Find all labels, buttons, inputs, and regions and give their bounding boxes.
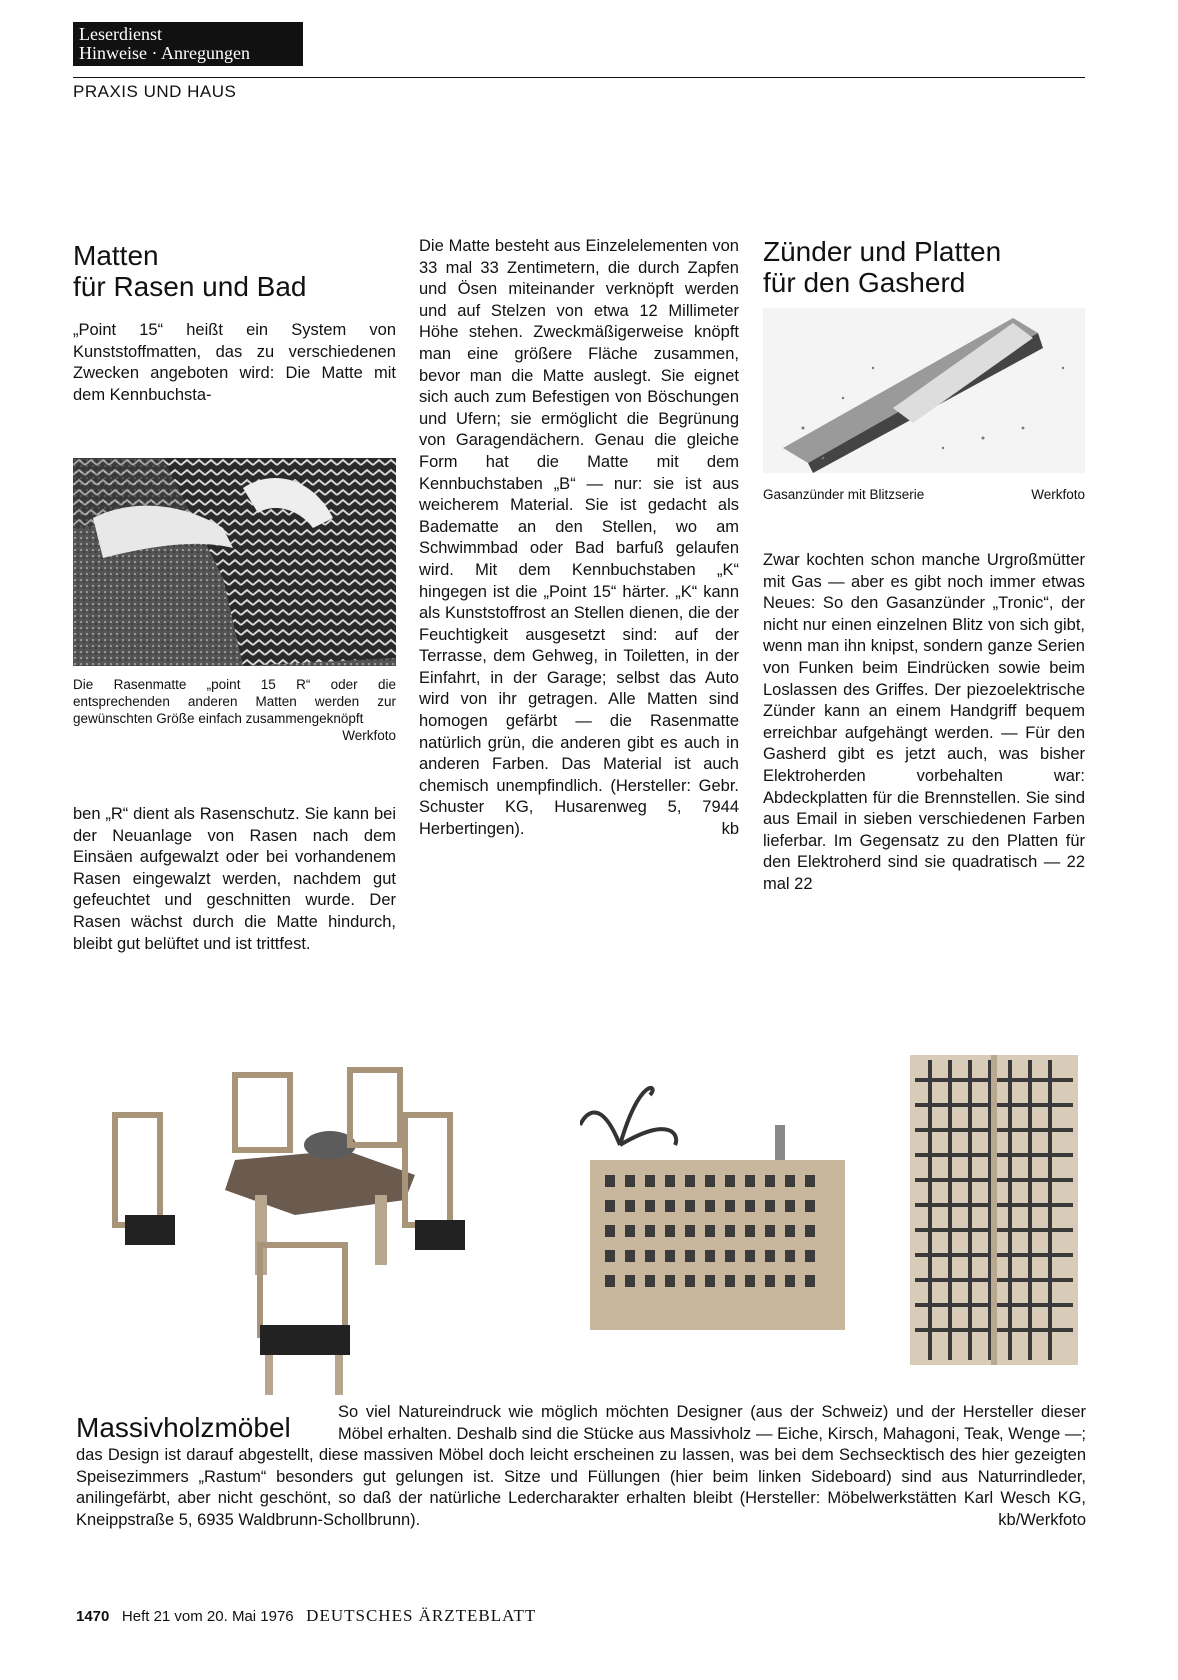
section-title: PRAXIS UND HAUS: [73, 82, 237, 101]
article3-credit: kb/Werkfoto: [998, 1510, 1086, 1529]
header-badge: [73, 22, 303, 66]
page-number: 1470: [76, 1608, 110, 1625]
cabinet-image: [905, 1050, 1083, 1370]
mat-caption-text: Die Rasenmatte „point 15 R“ oder die entsprechenden anderen Matten werden zur gewünschten Größe einfach zusammengeknöpft: [73, 677, 396, 726]
gas-caption: [763, 486, 1085, 503]
article2-title-line2: für den Gasherd: [763, 267, 966, 298]
gas-caption-credit: Werkfoto: [1031, 487, 1085, 502]
article3-body: So viel Natureindruck wie möglich möchten Designer (aus der Schweiz) und der Hersteller dieser Möbel erhalten. Deshalb sind die Stücke aus Massivholz — Eiche, Kirsch, Mahagoni, Teak, Wenge —; das Design ist darauf abgestellt, diese massiven Möbel doch leicht erscheinen zu lassen, was bei dem Sechsecktisch des hier gezeigten Speisezimmers „Rastum“ besonders gut gelungen ist. Sitze und Füllungen (hier beim linken Sideboard) sind aus Naturrindleder, anilingefärbt, aber nicht geschönt, so daß der natürliche Ledercharakter erhalten bleibt (Hersteller: Möbelwerkstätten Karl Wesch KG, Kneippstraße 5, 6935 Waldbrunn-Schollbrunn).: [76, 1403, 1086, 1529]
article1-body-col1: ben „R“ dient als Rasenschutz. Sie kann bei der Neuanlage von Rasen nach dem Einsäen aufgewalzt oder bei vorhandenem Rasen eingewalzt werden, nachdem gut gefeuchtet und geschnitten wurde. Der Rasen wächst durch die Matte hindurch, bleibt gut belüftet und ist trittfest.: [73, 805, 396, 953]
article2-body: Zwar kochten schon manche Urgroßmütter mit Gas — aber es gibt noch immer etwas Neues: So den Gasanzünder „Tronic“, der nicht nur einen einzelnen Blitz von sich gibt, wenn man ihn knipst, sondern ganze Serien von Funken beim Eindrücken sowie beim Loslassen des Griffes. Der piezoelektrische Zünder kann an einem Handgriff bequem erreichbar aufgehängt werden. — Für den Gasherd gibt es jetzt auch, was bisher Elektroherden vorbehalten war: Abdeckplatten für die Brennstellen. Sie sind aus Email in sieben verschiedenen Farben lieferbar. Im Gegensatz zu den Platten für den Elektroherd sind sie quadratisch — 22 mal 22: [763, 551, 1085, 893]
article3-title: Massivholzmöbel: [76, 1412, 291, 1443]
gas-lighter-photo: [763, 308, 1085, 473]
article1-author: kb: [721, 820, 739, 839]
gas-caption-text: Gasanzünder mit Blitzserie: [763, 487, 925, 502]
dining-set-image: [85, 1055, 475, 1395]
cabinet-photo: [905, 1050, 1083, 1370]
sideboard-photo: [580, 1055, 850, 1335]
dining-set-photo: [85, 1055, 475, 1395]
article2-title-line1: Zünder und Platten: [763, 236, 1002, 267]
article1-title: [73, 240, 393, 302]
article3-title-spacer: [76, 1402, 338, 1442]
badge-line-2: Hinweise · Anregungen: [79, 43, 250, 63]
mat-photo: [73, 458, 396, 666]
mat-caption: [73, 676, 396, 744]
sideboard-image: [580, 1055, 850, 1335]
page-footer: [76, 1606, 536, 1626]
issue-info: Heft 21 vom 20. Mai 1976: [121, 1608, 294, 1625]
gas-lighter-image: [763, 308, 1085, 473]
article1-title-line2: für Rasen und Bad: [73, 271, 307, 302]
mat-caption-credit: Werkfoto: [342, 728, 396, 743]
badge-line-1: Leserdienst: [79, 24, 162, 44]
article1-intro: „Point 15“ heißt ein System von Kunststoffmatten, das zu verschiedenen Zwecken angeboten wird: Die Matte mit dem Kennbuchsta-: [73, 321, 396, 404]
article1-title-line1: Matten: [73, 240, 159, 271]
header-rule: [73, 77, 1085, 78]
article1-body-col2: [419, 236, 739, 841]
article2-title: [763, 236, 1083, 298]
journal-name: DEUTSCHES ÄRZTEBLATT: [306, 1606, 537, 1625]
article3-body-block: [76, 1402, 1086, 1532]
mat-photo-image: [73, 458, 396, 666]
article1-body-col2-text: Die Matte besteht aus Einzelelementen von 33 mal 33 Zentimetern, die durch Zapfen und Ösen miteinander verknöpft werden und auf Stelzen von etwa 12 Millimeter Höhe stehen. Zweckmäßigerweise knöpft man eine größere Fläche zusammen, bevor man die Matte auslegt. Sie eignet sich auch zum Befestigen von Böschungen und Ufern; sie ermöglicht die Begrünung von Garagendächern. Genau die gleiche Form hat die Matte mit dem Kennbuchstaben „B“ — nur: sie ist aus weicherem Material. Sie ist gedacht als Bademattе an den Stellen, wo am Schwimmbad oder Bad barfuß gelaufen wird. Mit dem Kennbuchstaben „K“ hingegen ist die „Point 15“ härter. „K“ kann als Kunststoffrost an Stellen dienen, die der Feuchtigkeit ausgesetzt sind: auf der Terrasse, dem Gehweg, in Toiletten, in der Einfahrt, in der Garage; selbst das Auto wird von ihr getragen. Alle Matten sind homogen gefärbt — die Rasenmatte natürlich grün, die anderen gibt es auch in anderen Farben. Das Material ist auch chemisch unempfindlich. (Hersteller: Gebr. Schuster KG, Husarenweg 5, 7944 Herbertingen).: [419, 237, 739, 839]
